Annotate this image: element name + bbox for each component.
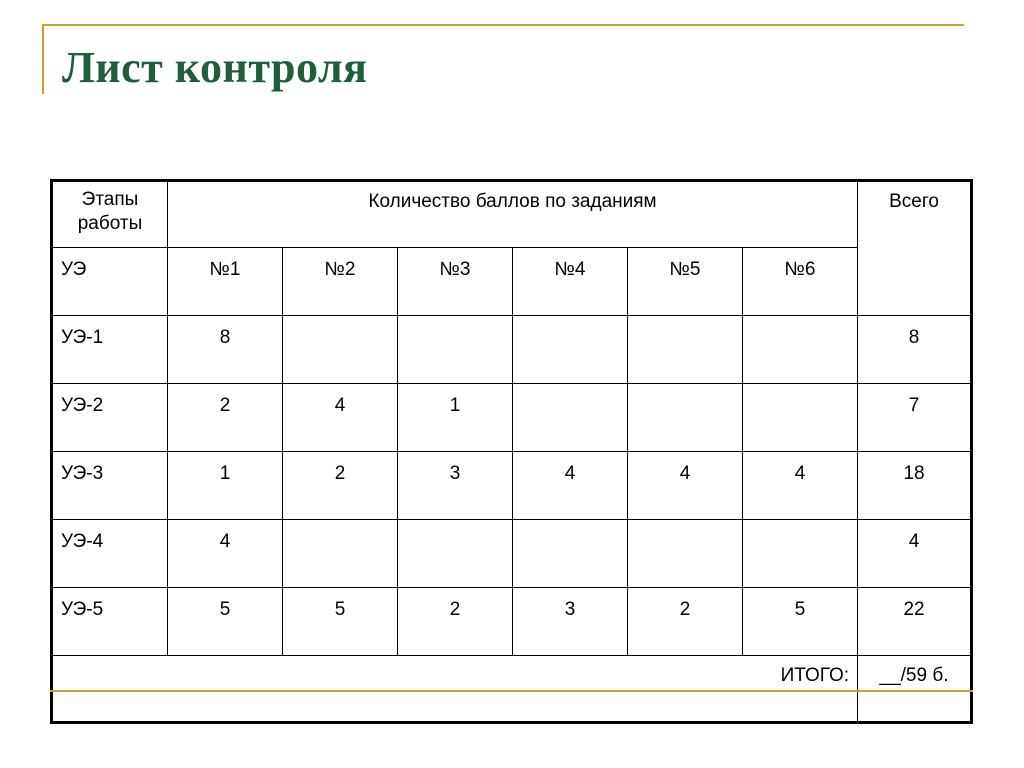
- row-total-cell: 7: [858, 384, 972, 452]
- subheader-stage-cell: УЭ: [52, 248, 168, 316]
- score-cell: [398, 316, 513, 384]
- row-total-cell: 22: [858, 588, 972, 656]
- title-top-rule: [42, 24, 964, 26]
- score-cell: 1: [168, 452, 283, 520]
- score-cell: 8: [168, 316, 283, 384]
- control-sheet-table: [50, 179, 973, 724]
- score-cell: [743, 384, 858, 452]
- task-header-1: №1: [168, 248, 283, 316]
- header-total-cell: Всего: [858, 181, 972, 316]
- table-row: [52, 316, 972, 384]
- task-header-2: №2: [283, 248, 398, 316]
- table-row: [52, 384, 972, 452]
- table-subheader-row: [52, 248, 972, 316]
- score-cell: 3: [513, 588, 628, 656]
- title-left-rule: [42, 24, 44, 94]
- slide-title: Лист контроля: [62, 43, 368, 92]
- score-cell: 4: [628, 452, 743, 520]
- score-cell: 2: [398, 588, 513, 656]
- score-cell: 2: [628, 588, 743, 656]
- score-cell: [628, 316, 743, 384]
- table-row: [52, 588, 972, 656]
- table-row: [52, 520, 972, 588]
- score-cell: 2: [168, 384, 283, 452]
- row-stage-cell: УЭ-1: [52, 316, 168, 384]
- task-header-6: №6: [743, 248, 858, 316]
- score-cell: [283, 520, 398, 588]
- row-stage-cell: УЭ-3: [52, 452, 168, 520]
- score-cell: 4: [513, 452, 628, 520]
- row-total-cell: 8: [858, 316, 972, 384]
- table-header-row: [52, 181, 972, 248]
- table-footer-row: [52, 656, 972, 723]
- score-cell: 4: [283, 384, 398, 452]
- score-cell: [628, 520, 743, 588]
- score-cell: 2: [283, 452, 398, 520]
- score-cell: [743, 520, 858, 588]
- score-cell: 5: [168, 588, 283, 656]
- row-total-cell: 18: [858, 452, 972, 520]
- header-points-cell: Количество баллов по заданиям: [168, 181, 858, 248]
- score-cell: 5: [743, 588, 858, 656]
- score-cell: 4: [168, 520, 283, 588]
- score-cell: [513, 384, 628, 452]
- row-total-cell: 4: [858, 520, 972, 588]
- score-cell: 5: [283, 588, 398, 656]
- score-cell: [628, 384, 743, 452]
- row-stage-cell: УЭ-2: [52, 384, 168, 452]
- grand-total-label: ИТОГО:: [52, 656, 858, 723]
- score-cell: [513, 520, 628, 588]
- table-bottom-rule: [50, 690, 973, 692]
- score-cell: [283, 316, 398, 384]
- row-stage-cell: УЭ-4: [52, 520, 168, 588]
- row-stage-cell: УЭ-5: [52, 588, 168, 656]
- grand-total-value: __/59 б.: [858, 656, 972, 723]
- score-cell: 3: [398, 452, 513, 520]
- task-header-3: №3: [398, 248, 513, 316]
- score-cell: [513, 316, 628, 384]
- table-row: [52, 452, 972, 520]
- task-header-5: №5: [628, 248, 743, 316]
- task-header-4: №4: [513, 248, 628, 316]
- score-cell: [743, 316, 858, 384]
- control-sheet-table-container: [50, 179, 973, 689]
- score-cell: 1: [398, 384, 513, 452]
- header-stage-cell: Этапы работы: [52, 181, 168, 248]
- score-cell: 4: [743, 452, 858, 520]
- score-cell: [398, 520, 513, 588]
